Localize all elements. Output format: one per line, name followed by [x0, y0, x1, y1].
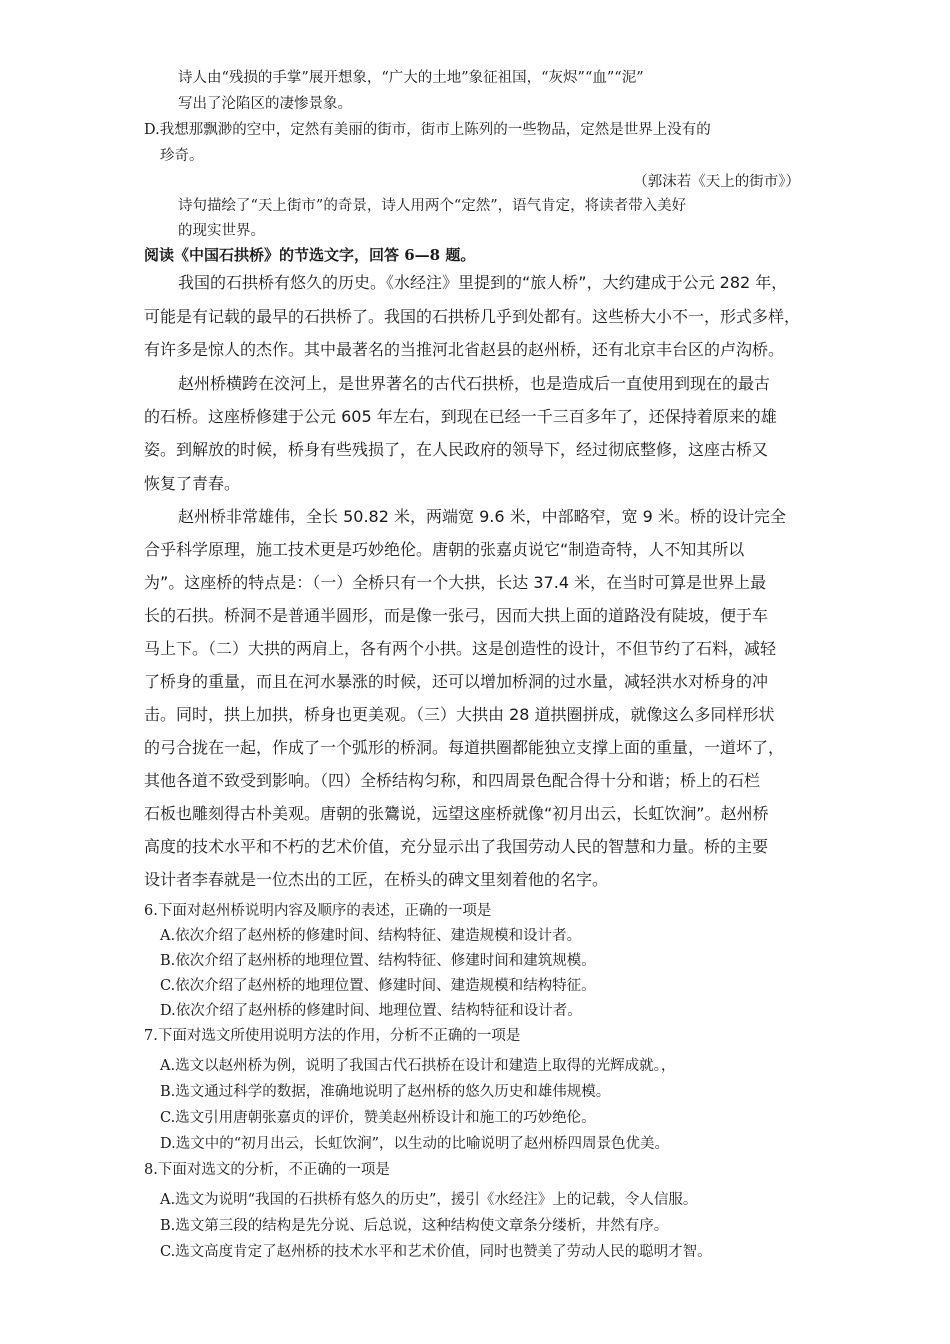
passage-line: 长的石拱。桥洞不是普通半圆形，而是像一张弓，因而大拱上面的道路没有陡坡，便于车 — [144, 606, 769, 625]
option-d: D.依次介绍了赵州桥的修建时间、地理位置、结构特征和设计者。 — [160, 1003, 582, 1019]
passage-line: 的弓合拢在一起，作成了一个弧形的桥洞。每道拱圈都能独立支撑上面的重量，一道坏了， — [144, 738, 785, 757]
reading-instruction: 阅读《中国石拱桥》的节选文字，回答 6—8 题。 — [144, 246, 476, 264]
question-stem: 7.下面对选文所使用说明方法的作用，分析不正确的一项是 — [144, 1028, 521, 1044]
passage-line: 了桥身的重量，而且在河水暴涨的时候，还可以增加桥洞的过水量，减轻洪水对桥身的冲 — [144, 672, 769, 691]
question-stem: 8.下面对选文的分析，不正确的一项是 — [144, 1162, 390, 1178]
passage-line: 击。同时，拱上加拱，桥身也更美观。（三）大拱由 28 道拱圈拼成，就像这么多同样形状 — [144, 705, 775, 724]
d-source: （郭沫若《天上的街市》） — [633, 174, 800, 190]
option-b: B.依次介绍了赵州桥的地理位置、结构特征、修建时间和建筑规模。 — [160, 953, 596, 969]
d-option-line-2: 珍奇。 — [160, 148, 204, 164]
option-c: C.选文高度肯定了赵州桥的技术水平和艺术价值，同时也赞美了劳动人民的聪明才智。 — [160, 1244, 712, 1260]
passage-line: 高度的技术水平和不朽的艺术价值，充分显示出了我国劳动人民的智慧和力量。桥的主要 — [144, 837, 769, 856]
passage-line: 的石桥。这座桥修建于公元 605 年左右，到现在已经一千三百多年了，还保持着原来的雄 — [144, 407, 777, 426]
passage-line: 其他各道不致受到影响。（四）全桥结构匀称，和四周景色配合得十分和谐；桥上的石栏 — [144, 771, 761, 790]
passage-line: 姿。到解放的时候，桥身有些残损了，在人民政府的领导下，经过彻底整修，这座古桥又 — [144, 440, 769, 459]
passage-line: 为”。这座桥的特点是：（一）全桥只有一个大拱，长达 37.4 米，在当时可算是世界上最 — [144, 573, 767, 592]
passage-line: 合乎科学原理，施工技术更是巧妙绝伦。唐朝的张嘉贞说它“制造奇特，人不知其所以 — [144, 540, 745, 559]
question-stem: 6.下面对赵州桥说明内容及顺序的表述，正确的一项是 — [144, 903, 492, 919]
d-option-line-1: D.我想那飘渺的空中，定然有美丽的街市，街市上陈列的一些物品，定然是世界上没有的 — [144, 122, 711, 138]
option-b: B.选文通过科学的数据，准确地说明了赵州桥的悠久历史和雄伟规模。 — [160, 1084, 611, 1100]
option-c: C.选文引用唐朝张嘉贞的评价，赞美赵州桥设计和施工的巧妙绝伦。 — [160, 1110, 596, 1126]
option-d: D.选文中的“初月出云，长虹饮涧”，以生动的比喻说明了赵州桥四周景色优美。 — [160, 1136, 670, 1152]
passage-line: 恢复了青春。 — [144, 474, 241, 493]
passage-line: 马上下。（二）大拱的两肩上，各有两个小拱。这是创造性的设计，不但节约了石料，减轻 — [144, 639, 777, 658]
option-c: C.依次介绍了赵州桥的地理位置、修建时间、建造规模和结构特征。 — [160, 978, 596, 994]
option-b: B.选文第三段的结构是先分说、后总说，这种结构使文章条分缕析，井然有序。 — [160, 1218, 669, 1234]
passage-line: 有许多是惊人的杰作。其中最著名的当推河北省赵县的赵州桥，还有北京丰台区的卢沟桥。 — [144, 340, 785, 359]
passage-line: 石板也雕刻得古朴美观。唐朝的张鷟说，远望这座桥就像“初月出云，长虹饮涧”。赵州桥 — [144, 804, 769, 823]
d-analysis-line-2: 的现实世界。 — [178, 223, 265, 239]
passage-line: 可能是有记载的最早的石拱桥了。我国的石拱桥几乎到处都有。这些桥大小不一，形式多样， — [144, 307, 801, 326]
option-a: A.选文以赵州桥为例，说明了我国古代石拱桥在设计和建造上取得的光辉成就。， — [160, 1058, 676, 1074]
d-analysis-line-1: 诗句描绘了“天上街市”的奇景，诗人用两个“定然”，语气肯定，将读者带入美好 — [178, 198, 687, 214]
c-analysis-line-1: 诗人由“残损的手掌”展开想象，“广大的土地”象征祖国，“灰烬”“血”“泥” — [178, 70, 644, 86]
passage-line: 赵州桥横跨在洨河上，是世界著名的古代石拱桥，也是造成后一直使用到现在的最古 — [178, 374, 771, 393]
c-analysis-line-2: 写出了沦陷区的凄惨景象。 — [178, 96, 352, 112]
passage-line: 我国的石拱桥有悠久的历史。《水经注》里提到的“旅人桥”，大约建成于公元 282 年， — [178, 273, 788, 292]
option-a: A.选文为说明“我国的石拱桥有悠久的历史”，援引《水经注》上的记载，令人信服。 — [160, 1192, 698, 1208]
option-a: A.依次介绍了赵州桥的修建时间、结构特征、建造规模和设计者。 — [160, 928, 582, 944]
passage-line: 设计者李春就是一位杰出的工匠，在桥头的碑文里刻着他的名字。 — [144, 870, 609, 889]
passage-line: 赵州桥非常雄伟，全长 50.82 米，两端宽 9.6 米，中部略窄，宽 9 米。桥的设计完全 — [178, 507, 786, 526]
